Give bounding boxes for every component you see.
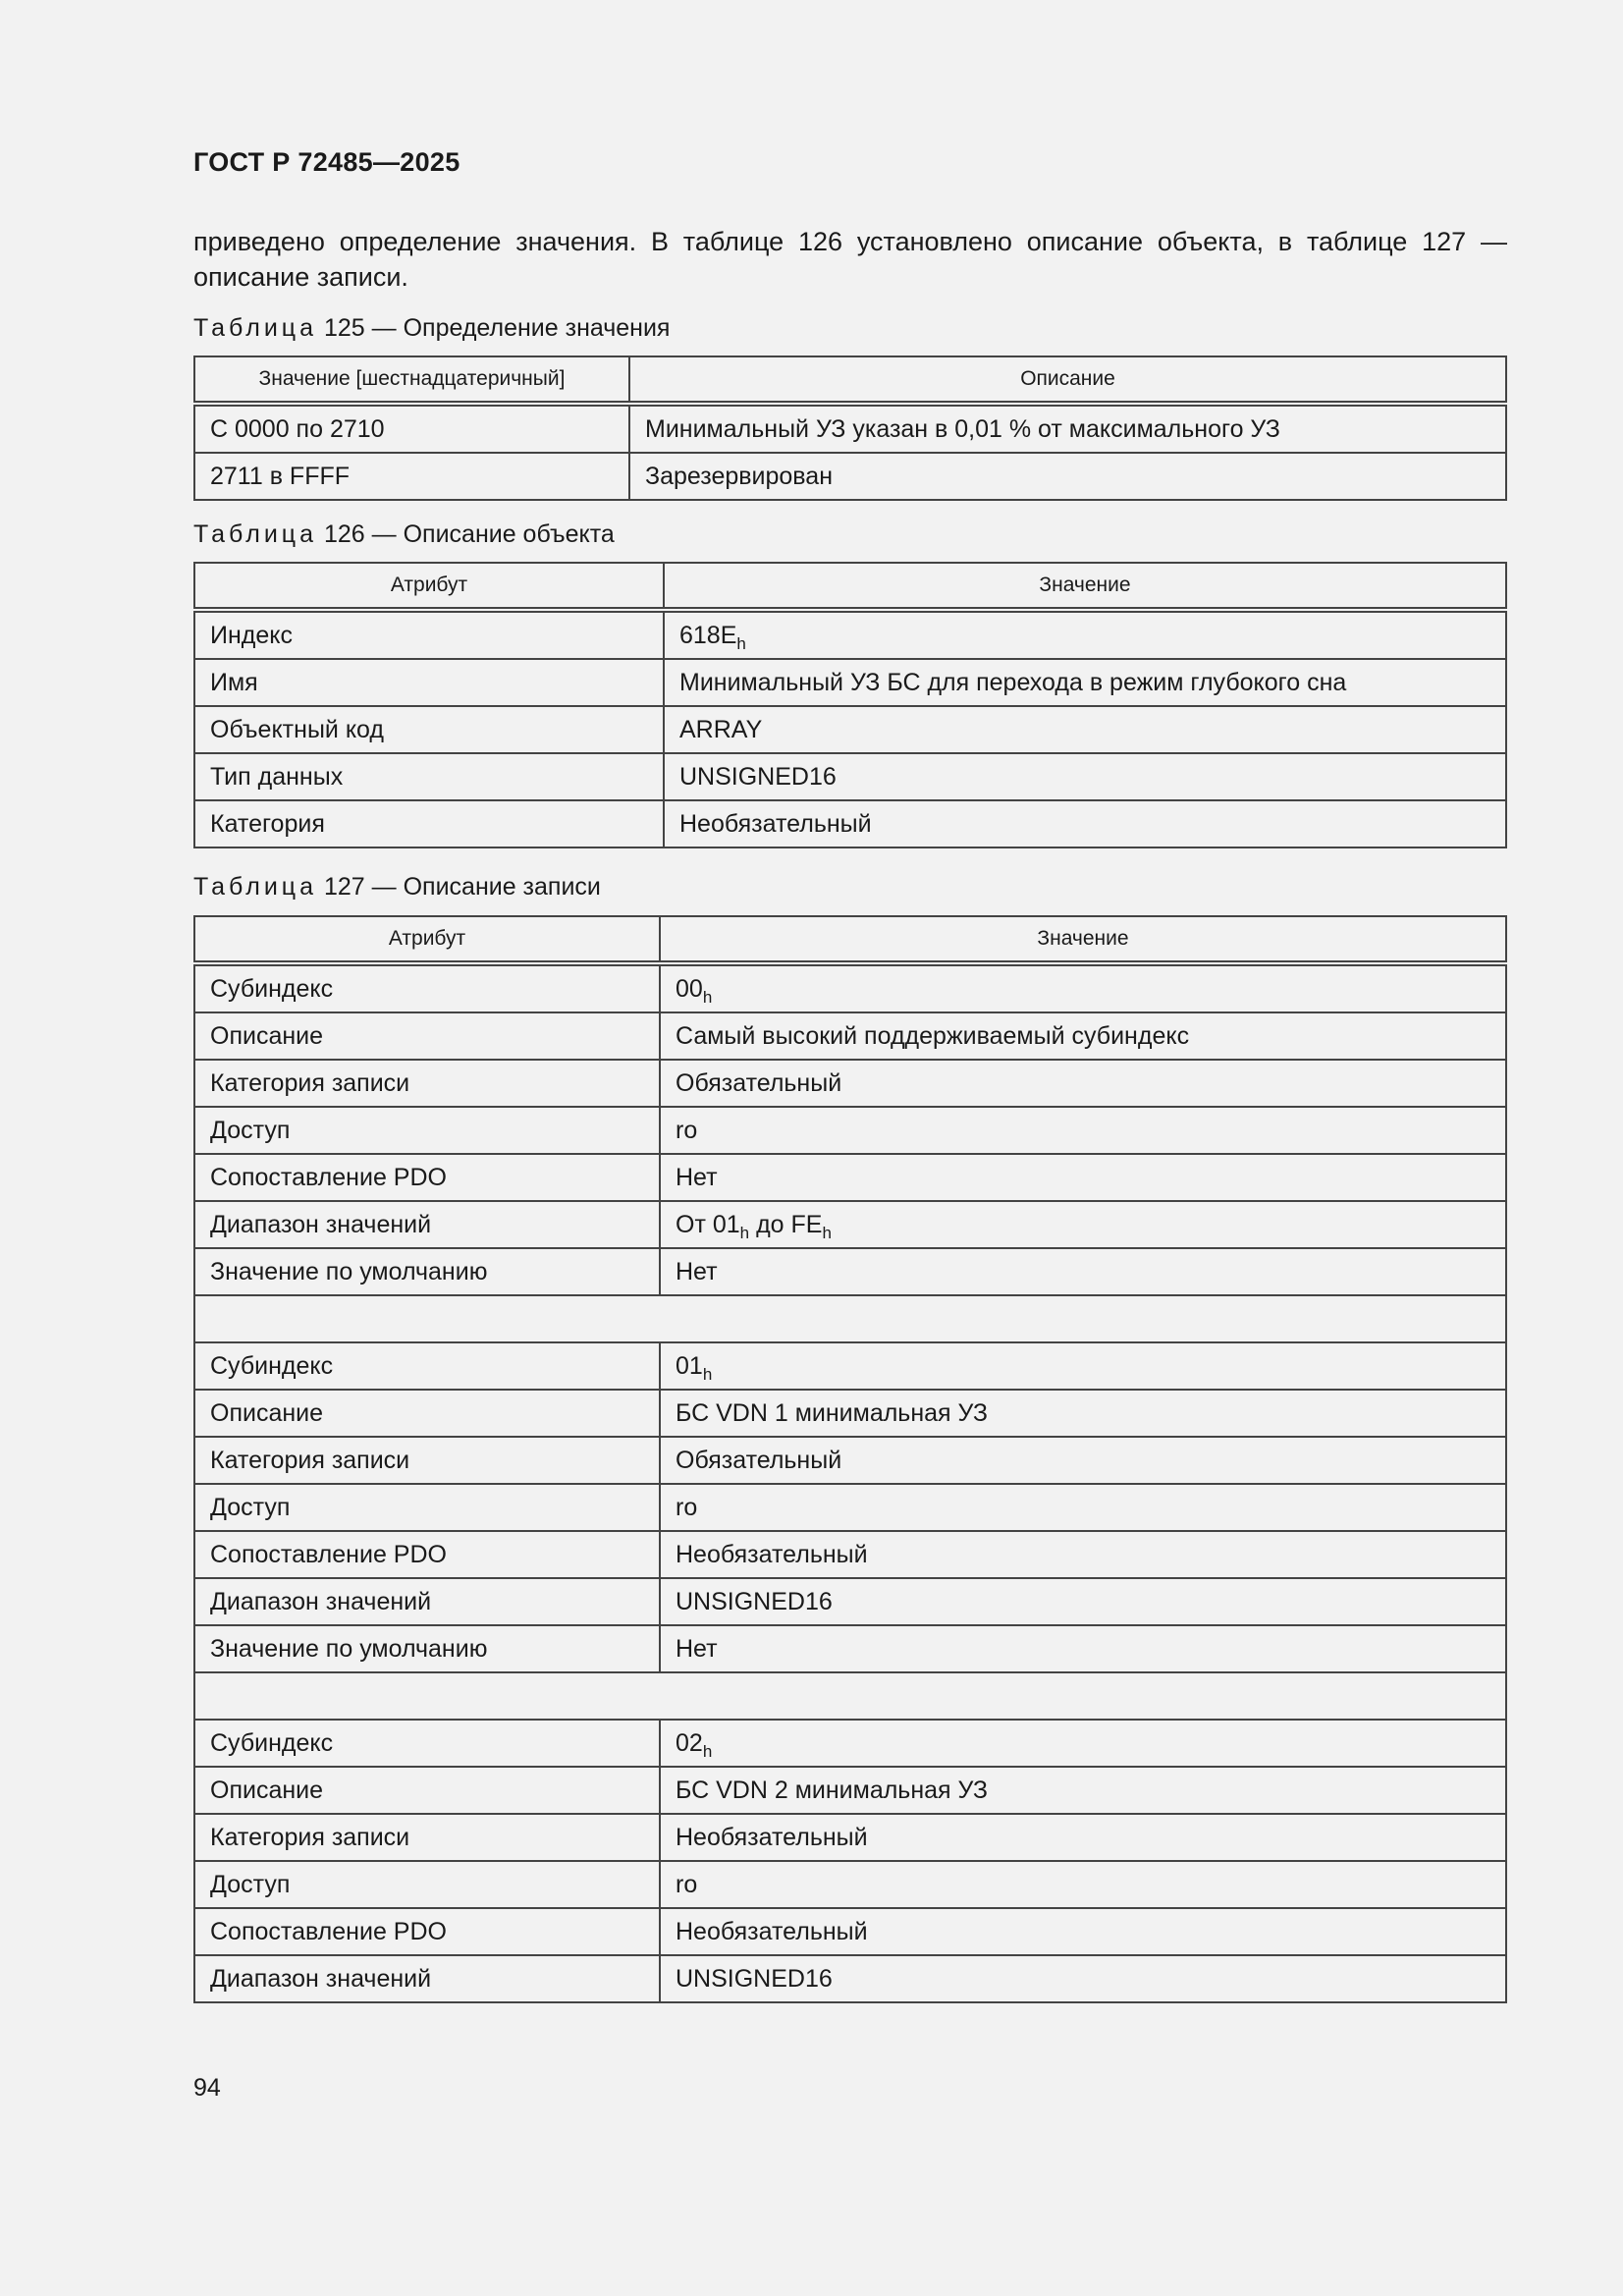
attribute-cell: Сопоставление PDO <box>194 1154 660 1201</box>
table-cell: 2711 в FFFF <box>194 453 629 500</box>
table-row <box>194 1861 1506 1908</box>
table-separator-row <box>194 1672 1506 1720</box>
table-cell: Зарезервирован <box>629 453 1506 500</box>
separator-cell <box>194 1672 1506 1720</box>
attribute-cell: Категория записи <box>194 1437 660 1484</box>
table-header-row <box>194 563 1506 610</box>
caption-text: 125 — Определение значения <box>323 314 671 342</box>
value-text: Нет <box>676 1634 718 1663</box>
table-row <box>194 453 1506 500</box>
attribute-cell: Диапазон значений <box>194 1955 660 2002</box>
column-header-attribute: Атрибут <box>194 563 664 610</box>
caption-word: Таблица <box>193 873 318 901</box>
value-text: Обязательный <box>676 1068 842 1097</box>
value-cell <box>660 1012 1506 1060</box>
table-row <box>194 1154 1506 1201</box>
table-row <box>194 1390 1506 1437</box>
table-row <box>194 1531 1506 1578</box>
value-text: Необязательный <box>679 809 872 838</box>
table-row <box>194 1767 1506 1814</box>
table-row <box>194 1107 1506 1154</box>
table-126-caption <box>193 520 615 549</box>
document-header: ГОСТ Р 72485—2025 <box>193 147 460 177</box>
value-text: UNSIGNED16 <box>679 762 837 791</box>
value-cell <box>660 1437 1506 1484</box>
table-row <box>194 1248 1506 1295</box>
attribute-cell: Доступ <box>194 1107 660 1154</box>
attribute-cell: Имя <box>194 659 664 706</box>
attribute-cell: Описание <box>194 1012 660 1060</box>
subscript: h <box>702 987 713 1007</box>
column-header-description: Описание <box>629 356 1506 404</box>
table-row <box>194 404 1506 453</box>
attribute-cell: Значение по умолчанию <box>194 1248 660 1295</box>
value-text: Нет <box>676 1163 718 1191</box>
value-cell <box>664 753 1506 800</box>
value-cell <box>660 1578 1506 1625</box>
value-cell <box>660 963 1506 1012</box>
table-cell: С 0000 по 2710 <box>194 404 629 453</box>
value-text: ARRAY <box>679 715 763 743</box>
value-cell <box>660 1107 1506 1154</box>
table-row <box>194 1578 1506 1625</box>
attribute-cell: Категория записи <box>194 1060 660 1107</box>
attribute-cell: Значение по умолчанию <box>194 1625 660 1672</box>
subscript: h <box>702 1741 713 1761</box>
attribute-cell: Субиндекс <box>194 1720 660 1767</box>
table-row <box>194 1955 1506 2002</box>
separator-cell <box>194 1295 1506 1342</box>
attribute-cell: Индекс <box>194 610 664 659</box>
caption-word: Таблица <box>193 314 318 342</box>
attribute-cell: Доступ <box>194 1861 660 1908</box>
value-text: ro <box>676 1116 698 1144</box>
table-row <box>194 1012 1506 1060</box>
value-cell <box>660 1861 1506 1908</box>
table-separator-row <box>194 1295 1506 1342</box>
value-cell <box>660 1720 1506 1767</box>
table-row <box>194 1625 1506 1672</box>
value-cell <box>660 1531 1506 1578</box>
value-text: БС VDN 2 минимальная УЗ <box>676 1776 988 1804</box>
value-text: ro <box>676 1870 698 1898</box>
value-cell <box>660 1484 1506 1531</box>
value-cell <box>664 659 1506 706</box>
attribute-cell: Диапазон значений <box>194 1578 660 1625</box>
table-row <box>194 963 1506 1012</box>
subscript: h <box>822 1223 832 1242</box>
table-125 <box>193 355 1507 501</box>
attribute-cell: Сопоставление PDO <box>194 1531 660 1578</box>
value-cell <box>664 610 1506 659</box>
page-number: 94 <box>193 2074 221 2102</box>
caption-text: 127 — Описание записи <box>323 873 601 901</box>
value-cell <box>660 1390 1506 1437</box>
attribute-cell: Описание <box>194 1390 660 1437</box>
value-text: Минимальный УЗ БС для перехода в режим глубокого сна <box>679 668 1347 696</box>
table-header-row <box>194 356 1506 404</box>
column-header-value: Значение [шестнадцатеричный] <box>194 356 629 404</box>
value-text: до FE <box>749 1210 823 1238</box>
value-text: 618E <box>679 621 737 649</box>
caption-text: 126 — Описание объекта <box>323 520 615 548</box>
value-text: БС VDN 1 минимальная УЗ <box>676 1398 988 1427</box>
attribute-cell: Категория <box>194 800 664 847</box>
subscript: h <box>702 1364 713 1384</box>
subscript: h <box>739 1223 750 1242</box>
value-cell <box>660 1767 1506 1814</box>
table-125-caption <box>193 314 670 343</box>
value-text: 02 <box>676 1728 703 1757</box>
table-row <box>194 1908 1506 1955</box>
value-cell <box>660 1060 1506 1107</box>
table-cell: Минимальный УЗ указан в 0,01 % от максимального УЗ <box>629 404 1506 453</box>
table-row <box>194 1201 1506 1248</box>
column-header-attribute: Атрибут <box>194 916 660 963</box>
attribute-cell: Сопоставление PDO <box>194 1908 660 1955</box>
value-text: UNSIGNED16 <box>676 1964 833 1993</box>
value-text: Необязательный <box>676 1917 868 1945</box>
attribute-cell: Субиндекс <box>194 963 660 1012</box>
value-text: UNSIGNED16 <box>676 1587 833 1615</box>
table-row <box>194 1342 1506 1390</box>
value-cell <box>664 800 1506 847</box>
value-cell <box>660 1342 1506 1390</box>
table-row <box>194 706 1506 753</box>
attribute-cell: Категория записи <box>194 1814 660 1861</box>
value-text: Самый высокий поддерживаемый субиндекс <box>676 1021 1190 1050</box>
value-cell <box>660 1625 1506 1672</box>
attribute-cell: Тип данных <box>194 753 664 800</box>
value-text: ro <box>676 1493 698 1521</box>
table-row <box>194 1720 1506 1767</box>
value-text: Необязательный <box>676 1540 868 1568</box>
table-127 <box>193 915 1507 2003</box>
value-cell <box>660 1154 1506 1201</box>
table-126 <box>193 562 1507 848</box>
value-text: Необязательный <box>676 1823 868 1851</box>
value-text: От 01 <box>676 1210 740 1238</box>
table-row <box>194 610 1506 659</box>
table-header-row <box>194 916 1506 963</box>
caption-word: Таблица <box>193 520 318 548</box>
column-header-value: Значение <box>664 563 1506 610</box>
column-header-value: Значение <box>660 916 1506 963</box>
subscript: h <box>736 633 746 653</box>
intro-paragraph: приведено определение значения. В таблице 126 установлено описание объекта, в таблице 127 — описание записи. <box>193 227 1507 292</box>
table-row <box>194 1437 1506 1484</box>
value-cell <box>660 1248 1506 1295</box>
table-row <box>194 800 1506 847</box>
attribute-cell: Описание <box>194 1767 660 1814</box>
value-text: Обязательный <box>676 1446 842 1474</box>
value-text: 01 <box>676 1351 703 1380</box>
table-row <box>194 659 1506 706</box>
value-text: 00 <box>676 974 703 1003</box>
value-cell <box>660 1908 1506 1955</box>
table-row <box>194 1060 1506 1107</box>
value-cell <box>660 1201 1506 1248</box>
attribute-cell: Объектный код <box>194 706 664 753</box>
value-cell <box>660 1955 1506 2002</box>
table-row <box>194 753 1506 800</box>
value-cell <box>664 706 1506 753</box>
value-cell <box>660 1814 1506 1861</box>
table-127-caption <box>193 873 601 902</box>
attribute-cell: Диапазон значений <box>194 1201 660 1248</box>
value-text: Нет <box>676 1257 718 1285</box>
attribute-cell: Субиндекс <box>194 1342 660 1390</box>
table-row <box>194 1814 1506 1861</box>
table-row <box>194 1484 1506 1531</box>
attribute-cell: Доступ <box>194 1484 660 1531</box>
